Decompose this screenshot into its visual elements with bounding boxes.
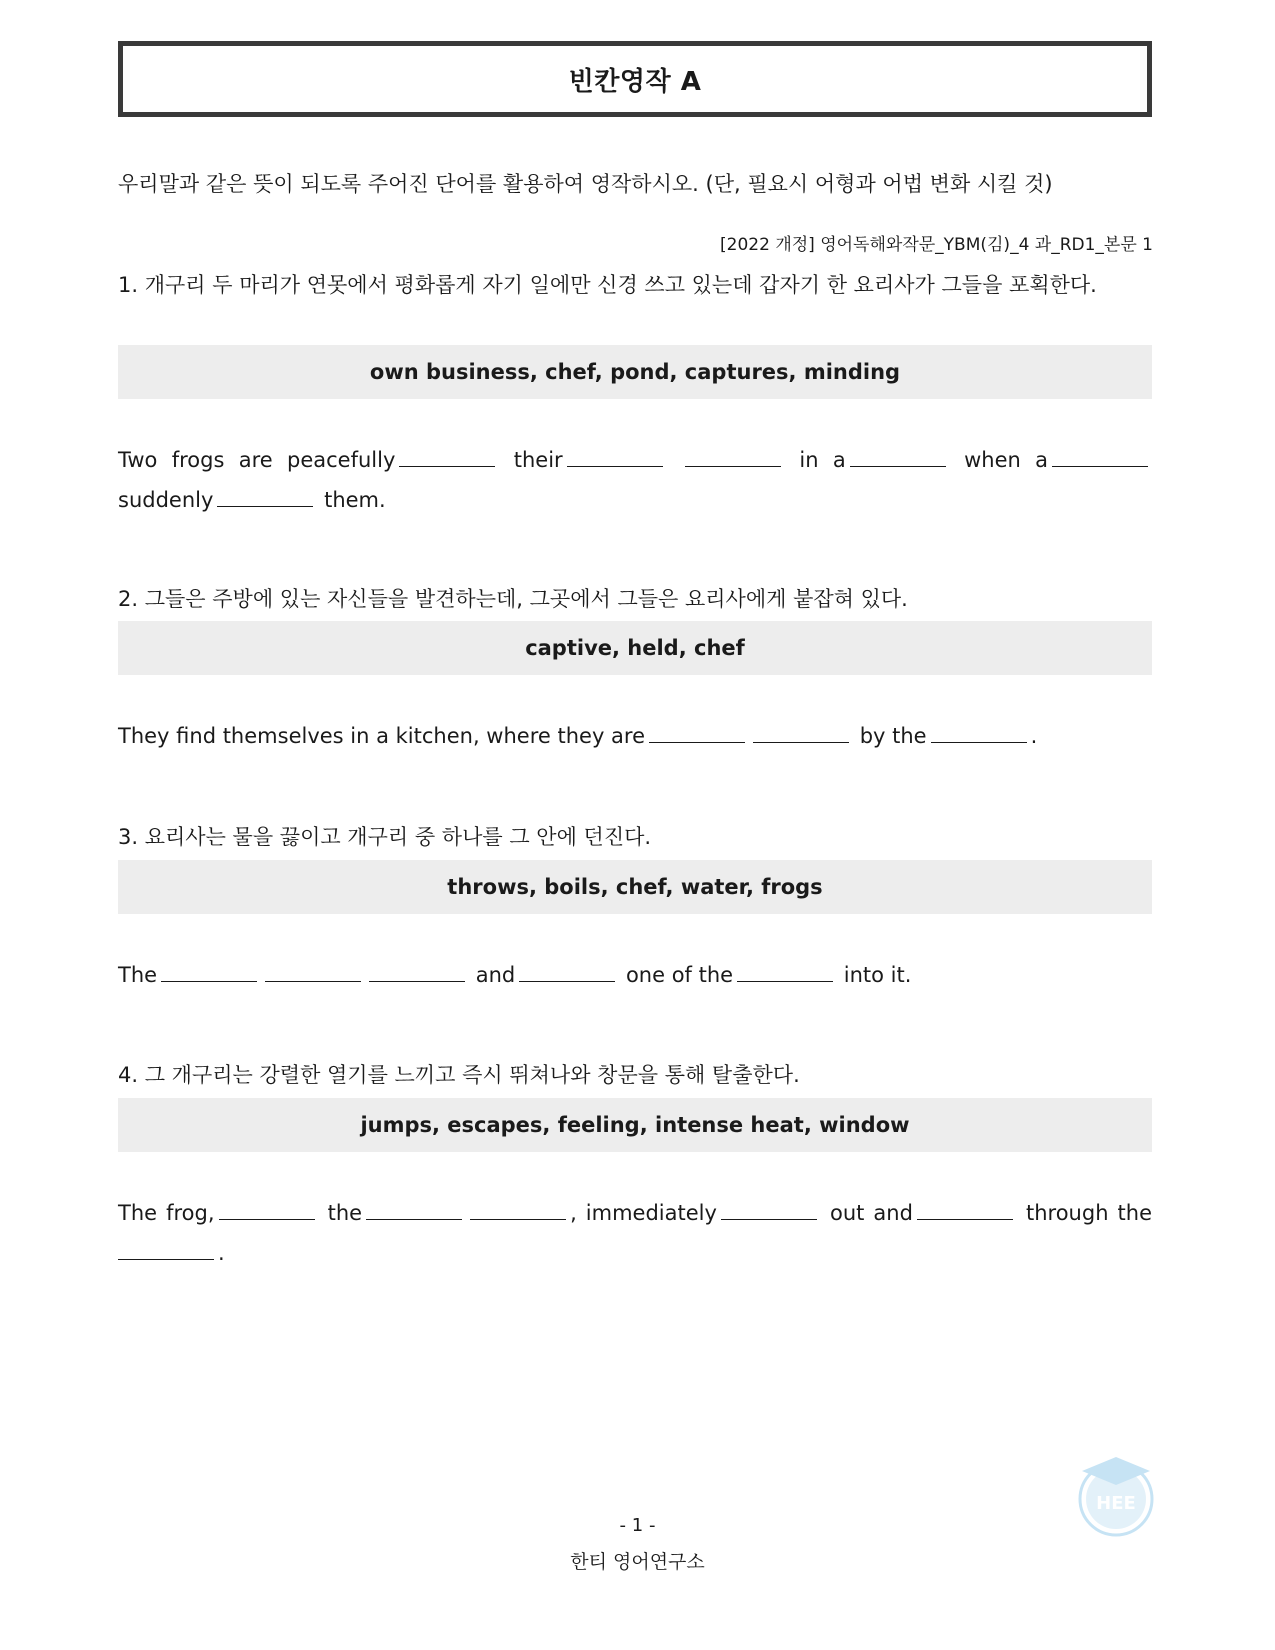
blank-line: [931, 741, 1027, 743]
logo-text: HEE: [1096, 1493, 1136, 1514]
answer-text: the: [327, 1201, 363, 1225]
blank-line: [161, 980, 257, 982]
blank-line: [265, 980, 361, 982]
title-box: [118, 41, 1152, 117]
answer-text: .: [1030, 724, 1038, 748]
answer-text: They find themselves in a kitchen, where they are: [118, 724, 646, 748]
answer-text: out and: [829, 1201, 913, 1225]
question-2-hint: captive, held, chef: [118, 621, 1152, 675]
question-3-korean: 3. 요리사는 물을 끓이고 개구리 중 하나를 그 안에 던진다.: [118, 825, 652, 849]
footer-organization: 한티 영어연구소: [570, 1551, 705, 1573]
blank-line: [1052, 465, 1148, 467]
answer-text: Two frogs are peacefully: [118, 448, 396, 472]
answer-text: them.: [324, 488, 386, 512]
answer-text: their: [513, 448, 563, 472]
question-4-hint: jumps, escapes, feeling, intense heat, window: [118, 1098, 1152, 1152]
answer-text: one of the: [625, 963, 734, 987]
question-4-korean: 4. 그 개구리는 강렬한 열기를 느끼고 즉시 뛰쳐나와 창문을 통해 탈출한다.: [118, 1063, 800, 1087]
answer-text: suddenly: [118, 488, 214, 512]
blank-line: [399, 465, 495, 467]
blank-line: [369, 980, 465, 982]
blank-line: [118, 1258, 214, 1260]
instruction-text: 우리말과 같은 뜻이 되도록 주어진 단어를 활용하여 영작하시오. (단, 필요시 어형과 어법 변화 시킬 것): [118, 172, 1053, 196]
question-1-korean: 1. 개구리 두 마리가 연못에서 평화롭게 자기 일에만 신경 쓰고 있는데 갑자기 한 요리사가 그들을 포획한다.: [118, 273, 1097, 297]
blank-line: [649, 741, 745, 743]
answer-text: in a: [799, 448, 846, 472]
question-2-answer: [118, 716, 1152, 756]
question-1-answer: [118, 440, 1152, 520]
blank-line: [519, 980, 615, 982]
question-2-korean: 2. 그들은 주방에 있는 자신들을 발견하는데, 그곳에서 그들은 요리사에게 붙잡혀 있다.: [118, 587, 908, 611]
answer-text: and: [475, 963, 516, 987]
question-3-answer: [118, 955, 1152, 995]
answer-text: , immediately: [570, 1201, 717, 1225]
question-1-hint: own business, chef, pond, captures, minding: [118, 345, 1152, 399]
blank-line: [366, 1218, 462, 1220]
answer-text: into it.: [843, 963, 912, 987]
page-title: 빈칸영작 A: [568, 66, 702, 97]
blank-line: [737, 980, 833, 982]
blank-line: [850, 465, 946, 467]
blank-line: [721, 1218, 817, 1220]
answer-text: .: [218, 1241, 225, 1265]
blank-line: [685, 465, 781, 467]
blank-line: [753, 741, 849, 743]
blank-line: [219, 1218, 315, 1220]
blank-line: [917, 1218, 1013, 1220]
answer-text: when a: [964, 448, 1048, 472]
answer-text: by the: [859, 724, 927, 748]
answer-text: The: [118, 963, 158, 987]
blank-line: [470, 1218, 566, 1220]
source-label: [2022 개정] 영어독해와작문_YBM(김)_4 과_RD1_본문 1: [720, 235, 1153, 255]
blank-line: [567, 465, 663, 467]
answer-text: through the: [1025, 1201, 1153, 1225]
blank-line: [217, 505, 313, 507]
question-4-answer: [118, 1193, 1152, 1273]
question-3-hint: throws, boils, chef, water, frogs: [118, 860, 1152, 914]
answer-text: The frog,: [118, 1201, 215, 1225]
page-number: - 1 -: [619, 1515, 656, 1536]
